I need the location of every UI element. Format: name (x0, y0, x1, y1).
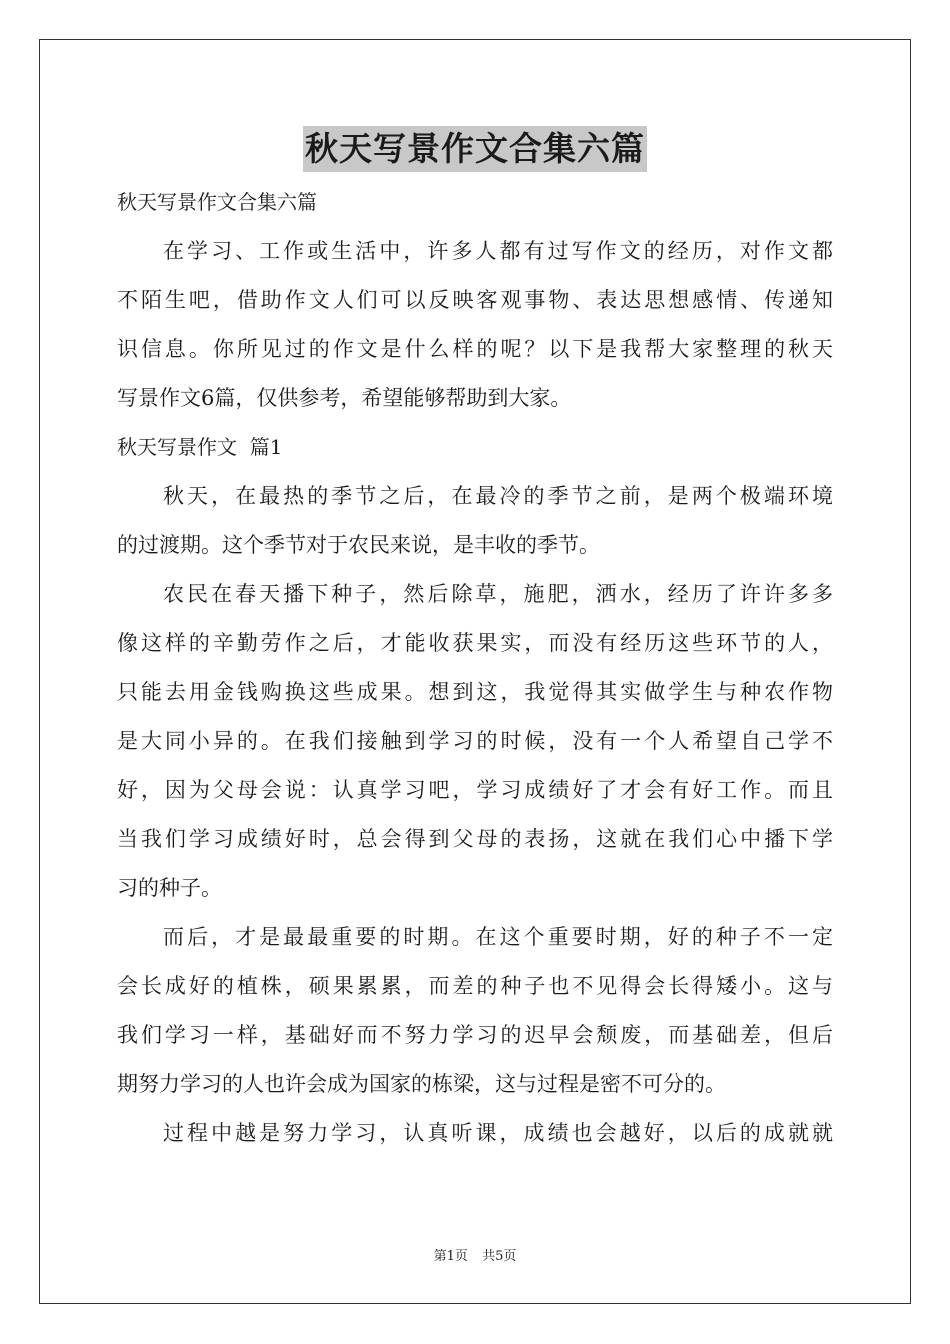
paragraph-line: 像这样的辛勤劳作之后，才能收获果实，而没有经历这些环节的人， (117, 631, 833, 655)
paragraph-line: 当我们学习成绩好时，总会得到父母的表扬，这就在我们心中播下学 (117, 827, 833, 851)
paragraph-4 (117, 1109, 833, 1158)
paragraph-line: 过程中越是努力学习，认真听课，成绩也会越好，以后的成就就 (163, 1121, 833, 1145)
intro-line: 识信息。你所见过的作文是什么样的呢？以下是我帮大家整理的秋天 (117, 337, 833, 361)
intro-paragraph (117, 227, 833, 423)
paragraph-3 (117, 913, 833, 1109)
paragraph-1 (117, 472, 833, 570)
paragraph-line: 只能去用金钱购换这些成果。想到这，我觉得其实做学生与种农作物 (117, 680, 833, 704)
paragraph-line: 的过渡期。这个季节对于农民来说，是丰收的季节。 (117, 533, 600, 557)
paragraph-line: 会长成好的植株，硕果累累，而差的种子也不见得会长得矮小。这与 (117, 974, 833, 998)
page-number-current: 第1页 (433, 1249, 468, 1264)
document-title: 秋天写景作文合集六篇 (303, 126, 647, 172)
paragraph-line: 秋天，在最热的季节之后，在最冷的季节之前，是两个极端环境 (163, 484, 833, 508)
paragraph-line: 好，因为父母会说：认真学习吧，学习成绩好了才会有好工作。而且 (117, 778, 833, 802)
intro-line: 在学习、工作或生活中，许多人都有过写作文的经历，对作文都 (163, 239, 833, 263)
paragraph-line: 期努力学习的人也许会成为国家的栋梁，这与过程是密不可分的。 (117, 1072, 726, 1096)
paragraph-line: 我们学习一样，基础好而不努力学习的迟早会颓废，而基础差，但后 (117, 1023, 833, 1047)
paragraph-line: 农民在春天播下种子，然后除草，施肥，洒水，经历了许许多多 (163, 582, 833, 606)
page-footer (0, 1245, 950, 1264)
page-number-total: 共5页 (482, 1249, 517, 1264)
paragraph-2 (117, 570, 833, 913)
document-subtitle: 秋天写景作文合集六篇 (117, 190, 317, 214)
paragraph-line: 是大同小异的。在我们接触到学习的时候，没有一个人希望自己学不 (117, 729, 833, 753)
intro-line: 不陌生吧，借助作文人们可以反映客观事物、表达思想感情、传递知 (117, 288, 833, 312)
intro-line: 写景作文6篇，仅供参考，希望能够帮助到大家。 (117, 386, 572, 410)
paragraph-line: 习的种子。 (117, 876, 222, 900)
section-heading: 秋天写景作文 篇1 (117, 435, 283, 459)
title-container (0, 126, 950, 172)
document-body (117, 178, 833, 1158)
paragraph-line: 而后，才是最最重要的时期。在这个重要时期，好的种子不一定 (163, 925, 833, 949)
